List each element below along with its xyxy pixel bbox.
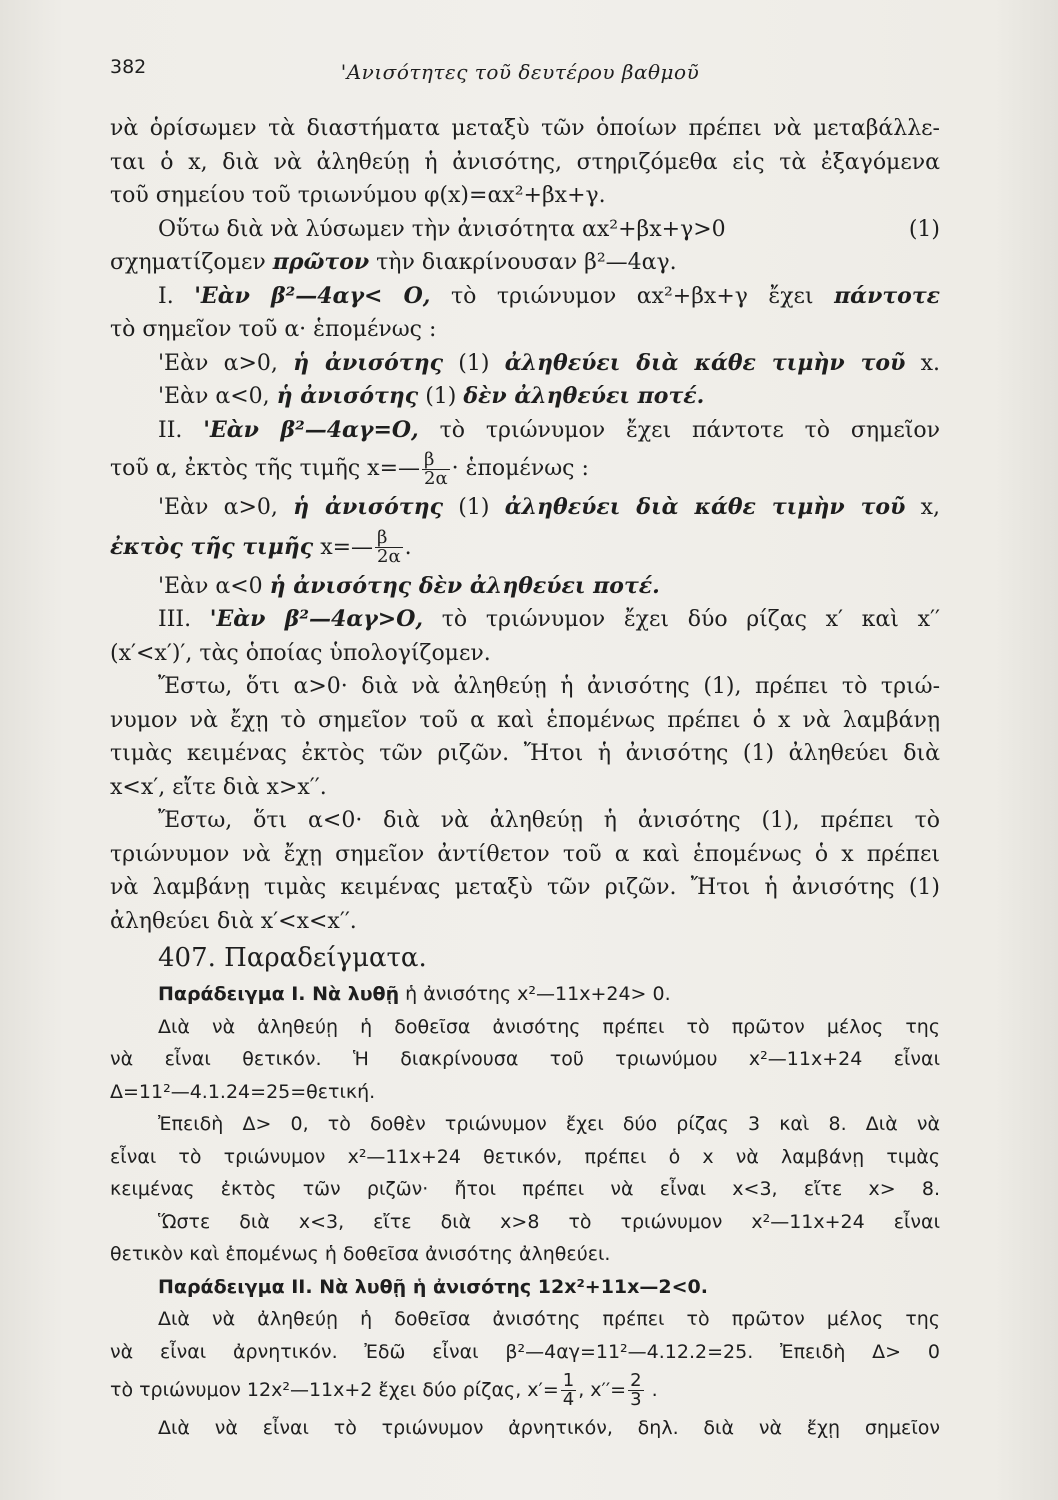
page-header	[110, 56, 930, 86]
text-line: τιμὰς κειμένας ἐκτὸς τῶν ριζῶν. Ἤτοι ἡ ἀνισότης (1) ἀληθεύει διὰ	[110, 741, 940, 766]
case-label: I.	[158, 283, 195, 309]
text-span: x=—	[313, 534, 374, 560]
text-span: x,	[905, 495, 941, 520]
text-line	[110, 1368, 940, 1412]
text-span: 'Εὰν α<0,	[158, 384, 277, 409]
text-span: τοῦ α, ἐκτὸς τῆς τιμῆς x=—	[110, 456, 421, 481]
text-span: x.	[905, 350, 941, 376]
fraction-numerator: 2	[630, 1370, 642, 1391]
text-span: (1)	[443, 350, 505, 376]
text-span: τὸ τριώνυμον 12x²—11x+2 ἔχει δύο ρίζας, x′=	[110, 1379, 559, 1401]
text-span: τὸ τριώνυμον ἔχει δύο ρίζας x′ καὶ x′′	[423, 607, 940, 632]
emphasis-text: ἡ ἀνισότης δὲν ἀληθεύει ποτέ.	[269, 572, 660, 599]
fraction-denominator: 3	[630, 1389, 642, 1410]
solve-sentence: Οὕτω διὰ νὰ λύσωμεν τὴν ἀνισότητα αx²+βx+γ>0	[158, 216, 726, 242]
running-title: 'Ανισότητες τοῦ δευτέρου βαθμοῦ	[340, 60, 700, 84]
case-condition: 'Εὰν β²—4αγ>Ο,	[209, 606, 424, 632]
example-label: Παράδειγμα II. Νὰ λυθῇ ἡ ἀνισότης	[158, 1275, 532, 1298]
case-condition: 'Εὰν β²—4αγ=Ο,	[203, 416, 419, 443]
text-line	[110, 447, 940, 491]
emphasis-text: δὲν ἀληθεύει ποτέ.	[463, 383, 705, 409]
fraction	[628, 1372, 643, 1409]
case-label: III.	[158, 607, 210, 632]
text-span: ἡ ἀνισότης x²—11x+24> 0.	[399, 983, 671, 1005]
example-1-title	[110, 978, 940, 1011]
text-line: Ἔστω, ὅτι α>0· διὰ νὰ ἀληθεύῃ ἡ ἀνισότης (1), πρέπει τὸ τριώ-	[158, 674, 940, 699]
fraction	[561, 1372, 576, 1409]
fraction-numerator: β	[375, 529, 403, 548]
equation-number: (1)	[908, 216, 940, 242]
example-2-title	[110, 1271, 940, 1304]
emphasis-text: ἀληθεύει διὰ κάθε τιμὴν τοῦ	[504, 349, 906, 376]
text-span: · ἑπομένως :	[451, 456, 589, 481]
text-span: .	[645, 1379, 658, 1401]
fraction-denominator: 2α	[377, 546, 401, 567]
text-span: (1)	[418, 384, 464, 409]
text-line: ται ὁ x, διὰ νὰ ἀληθεύῃ ἡ ἀνισότης, στηριζόμεθα εἰς τὰ ἐξαγόμενα	[110, 149, 940, 175]
text-line: τοῦ σημείου τοῦ τριωνύμου φ(x)=αx²+βx+γ.	[110, 183, 606, 208]
text-line: εἶναι τὸ τριώνυμον x²—11x+24 θετικόν, πρέπει ὁ x νὰ λαμβάνῃ τιμὰς	[110, 1145, 940, 1168]
text-line: Ἔστω, ὅτι α<0· διὰ νὰ ἀληθεύῃ ἡ ἀνισότης (1), πρέπει τὸ	[158, 808, 940, 833]
text-span: τὸ τριώνυμον ἔχει πάντοτε τὸ σημεῖον	[418, 417, 940, 443]
text-line: Διὰ νὰ ἀληθεύῃ ἡ δοθεῖσα ἀνισότης πρέπει τὸ πρῶτον μέλος της	[158, 1015, 940, 1038]
page-number: 382	[110, 56, 147, 78]
example-label: Παράδειγμα I. Νὰ λυθῇ	[158, 983, 400, 1005]
text-line: νὰ ὁρίσωμεν τὰ διαστήματα μεταξὺ τῶν ὁποίων πρέπει νὰ μεταβάλλε-	[110, 116, 940, 141]
text-line	[110, 491, 940, 525]
text-line: τὸ σημεῖον τοῦ α· ἑπομένως :	[110, 317, 437, 342]
text-span: 12x²+11x—2<0.	[531, 1275, 708, 1298]
text-line: νὰ λαμβάνῃ τιμὰς κειμένας μεταξὺ τῶν ριζῶν. Ἤτοι ἡ ἀνισότης (1)	[110, 875, 940, 900]
emphasis-text: πάντοτε	[834, 282, 941, 309]
fraction	[422, 448, 450, 489]
text-line	[110, 380, 940, 414]
fraction-denominator: 2α	[424, 467, 448, 489]
fraction-numerator: 1	[562, 1370, 575, 1391]
page-body	[110, 112, 940, 1445]
emphasis-text: πρῶτον	[272, 249, 370, 275]
text-line: Δ=11²—4.1.24=25=θετική.	[110, 1080, 376, 1103]
text-span: , x′′=	[578, 1379, 627, 1401]
text-line: ἐκτὸς τῆς τιμῆς x=— $\frac{\beta}{2\alpha}$ .	[110, 527, 412, 567]
emphasis-text: ἡ ἀνισότης	[276, 383, 419, 409]
text-line: Ὥστε διὰ x<3, εἴτε διὰ x>8 τὸ τριώνυμον x²—11x+24 εἶναι	[158, 1210, 940, 1233]
text-span: τὴν διακρίνουσαν β²—4αγ.	[369, 250, 677, 275]
text-line: κειμένας ἐκτὸς τῶν ριζῶν· ἤτοι πρέπει νὰ εἶναι x<3, εἴτε x> 8.	[110, 1178, 940, 1200]
case-3-heading	[110, 603, 940, 637]
text-line: x<x′, εἴτε διὰ x>x′′.	[110, 774, 327, 800]
emphasis-text: ἡ ἀνισότης	[293, 494, 443, 520]
case-1-heading	[110, 280, 940, 314]
text-span: 'Εὰν α<0	[158, 573, 270, 599]
case-label: II.	[158, 417, 204, 443]
text-span: (1)	[443, 495, 505, 520]
case-condition: 'Εὰν β²—4αγ< Ο,	[194, 282, 431, 309]
text-line: Διὰ νὰ ἀληθεύῃ ἡ δοθεῖσα ἀνισότης πρέπει τὸ πρῶτον μέλος της	[158, 1308, 940, 1330]
text-span: 'Εὰν α>0,	[158, 350, 294, 376]
fraction	[375, 529, 403, 566]
emphasis-text: ἐκτὸς τῆς τιμῆς	[110, 533, 314, 560]
text-line: τριώνυμον νὰ ἔχῃ σημεῖον ἀντίθετον τοῦ α καὶ ἑπομένως ὁ x πρέπει	[110, 841, 940, 867]
section-heading: 407. Παραδείγματα.	[158, 943, 427, 973]
emphasis-text: ἀληθεύει διὰ κάθε τιμὴν τοῦ	[504, 494, 906, 520]
fraction-denominator: 4	[562, 1389, 575, 1410]
text-line: νὰ εἶναι ἀρνητικόν. Ἐδῶ εἶναι β²—4αγ=11²—4.12.2=25. Ἐπειδὴ Δ> 0	[110, 1340, 940, 1363]
text-line: νὰ εἶναι θετικόν. Ἡ διακρίνουσα τοῦ τριωνύμου x²—11x+24 εἶναι	[110, 1048, 940, 1070]
text-line: ἀληθεύει διὰ x′<x<x′′.	[110, 908, 357, 934]
text-line: (x′<x′)′, τὰς ὁποίας ὑπολογίζομεν.	[110, 640, 491, 666]
text-span: σχηματίζομεν	[110, 250, 273, 275]
text-line: θετικὸν καὶ ἑπομένως ἡ δοθεῖσα ἀνισότης ἀληθεύει.	[110, 1243, 611, 1265]
fraction-numerator: β	[422, 451, 450, 470]
text-line	[110, 213, 940, 247]
text-span: 'Εὰν α>0,	[158, 495, 294, 520]
text-line: Ἐπειδὴ Δ> 0, τὸ δοθὲν τριώνυμον ἔχει δύο ρίζας 3 καὶ 8. Διὰ νὰ	[158, 1113, 940, 1135]
emphasis-text: ἡ ἀνισότης	[293, 349, 443, 376]
text-line: νυμον νὰ ἔχῃ τὸ σημεῖον τοῦ α καὶ ἑπομένως πρέπει ὁ x νὰ λαμβάνῃ	[110, 707, 940, 733]
text-line	[110, 570, 940, 604]
case-2-heading	[110, 414, 940, 448]
text-line	[110, 246, 940, 280]
text-line	[110, 347, 940, 381]
text-line: Διὰ νὰ εἶναι τὸ τριώνυμον ἀρνητικόν, δηλ. διὰ νὰ ἔχῃ σημεῖον	[158, 1417, 940, 1439]
text-span: τὸ τριώνυμον αx²+βx+γ ἔχει	[430, 283, 835, 309]
